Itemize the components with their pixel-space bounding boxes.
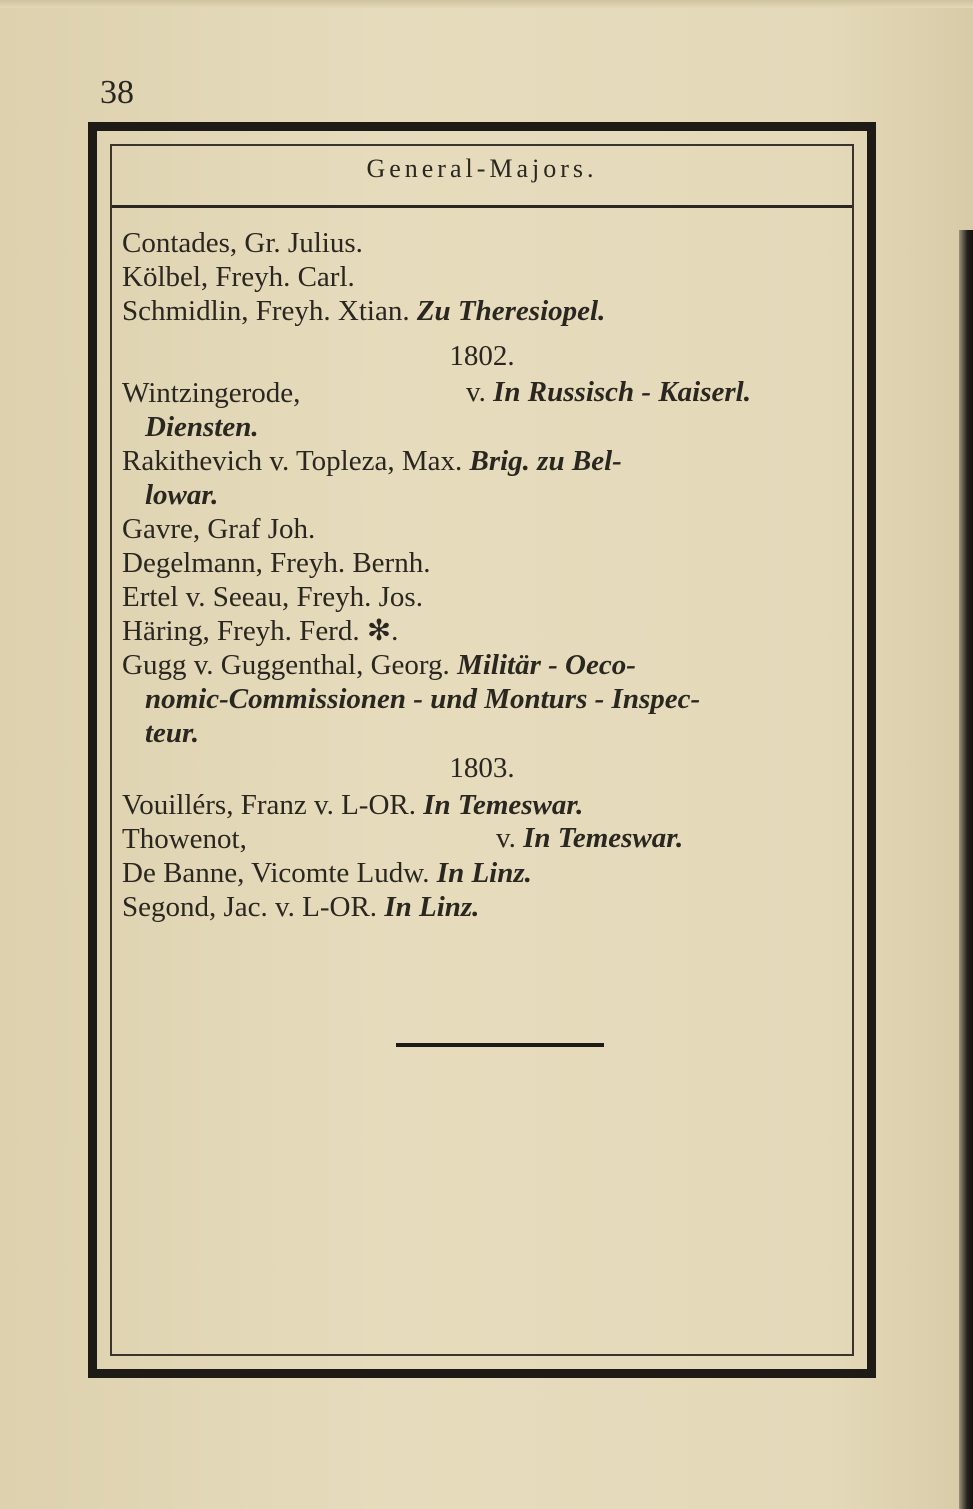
header-divider	[112, 205, 852, 208]
entry-rakithevich: Rakithevich v. Topleza, Max. Brig. zu Bel-	[122, 445, 622, 477]
book-spine-edge	[959, 230, 973, 1509]
entry-thowenot: Thowenot,	[122, 823, 247, 855]
entry-wintzingerode: Wintzingerode,	[122, 377, 301, 409]
entry-wintzingerode-note: v. In Russisch - Kaiserl.	[466, 376, 751, 408]
entry-vouillers: Vouillérs, Franz v. L-OR. In Temeswar.	[122, 789, 584, 821]
asterisk-mark: ✻.	[366, 615, 399, 647]
entry-contades: Contades, Gr. Julius.	[122, 227, 363, 259]
page-number: 38	[100, 74, 134, 111]
section-title: General-Majors.	[366, 154, 598, 183]
entry-rakithevich-note-cont: lowar.	[145, 479, 219, 511]
entry-de-banne: De Banne, Vicomte Ludw. In Linz.	[122, 857, 532, 889]
year-heading-1802: 1802.	[449, 340, 515, 372]
entry-gugg-note-end: teur.	[145, 717, 199, 749]
entry-ertel: Ertel v. Seeau, Freyh. Jos.	[122, 581, 423, 613]
entry-note: Zu Theresiopel.	[416, 295, 606, 327]
entry-gavre: Gavre, Graf Joh.	[122, 513, 316, 545]
entry-haering: Häring, Freyh. Ferd. ✻.	[122, 615, 399, 647]
entry-wintzingerode-note-cont: Diensten.	[145, 411, 259, 443]
section-end-rule	[396, 1043, 604, 1047]
entry-koelbel: Kölbel, Freyh. Carl.	[122, 261, 355, 293]
entry-gugg: Gugg v. Guggenthal, Georg. Militär - Oeco-	[122, 649, 636, 681]
entry-thowenot-note: v. In Temeswar.	[496, 822, 684, 854]
year-heading-1803: 1803.	[449, 752, 515, 784]
entry-segond: Segond, Jac. v. L-OR. In Linz.	[122, 891, 480, 923]
page-top-edge	[0, 0, 973, 8]
entry-degelmann: Degelmann, Freyh. Bernh.	[122, 547, 431, 579]
entry-gugg-note-cont: nomic-Commissionen - und Monturs - Inspec-	[145, 683, 701, 715]
entry-schmidlin: Schmidlin, Freyh. Xtian. Zu Theresiopel.	[122, 295, 606, 327]
